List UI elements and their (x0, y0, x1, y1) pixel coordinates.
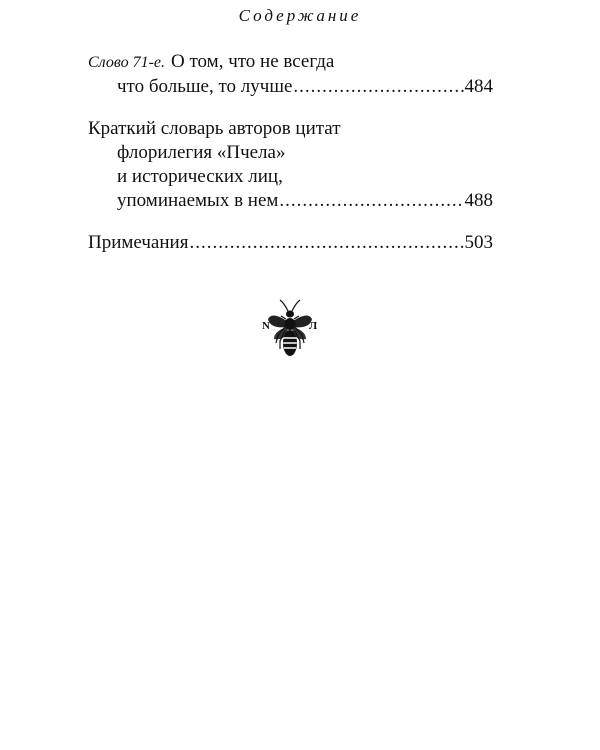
ornament-letter-left: N (262, 320, 270, 332)
toc-entry-title-line: Примечания (88, 232, 189, 253)
toc-entry-title-line: флорилегия «Пчела» (117, 142, 286, 163)
toc-page-number: 488 (464, 190, 493, 211)
toc-entry-title-line: упоминаемых в нем (117, 190, 279, 211)
toc-entry-sermon-71[interactable] (88, 50, 493, 99)
table-of-contents (88, 50, 493, 273)
toc-entry-notes[interactable] (88, 231, 493, 255)
toc-entry-title-line: и исторических лиц, (117, 166, 283, 187)
toc-page-number: 503 (464, 232, 493, 253)
ornament-letter-right: Л (309, 320, 318, 332)
toc-page-number: 484 (464, 76, 493, 97)
toc-entry-prefix: Слово 71-е. (88, 54, 166, 71)
toc-entry-dictionary[interactable] (88, 117, 493, 213)
leader-dots (189, 231, 463, 255)
bee-icon (260, 297, 320, 365)
leader-dots (293, 75, 463, 99)
page-header: Содержание (238, 6, 362, 25)
toc-entry-title-line: что больше, то лучше (117, 76, 293, 97)
leader-dots (279, 189, 463, 213)
toc-entry-title-line: О том, что не всегда (171, 51, 335, 72)
toc-entry-title-line: Краткий словарь авторов цитат (88, 118, 341, 139)
